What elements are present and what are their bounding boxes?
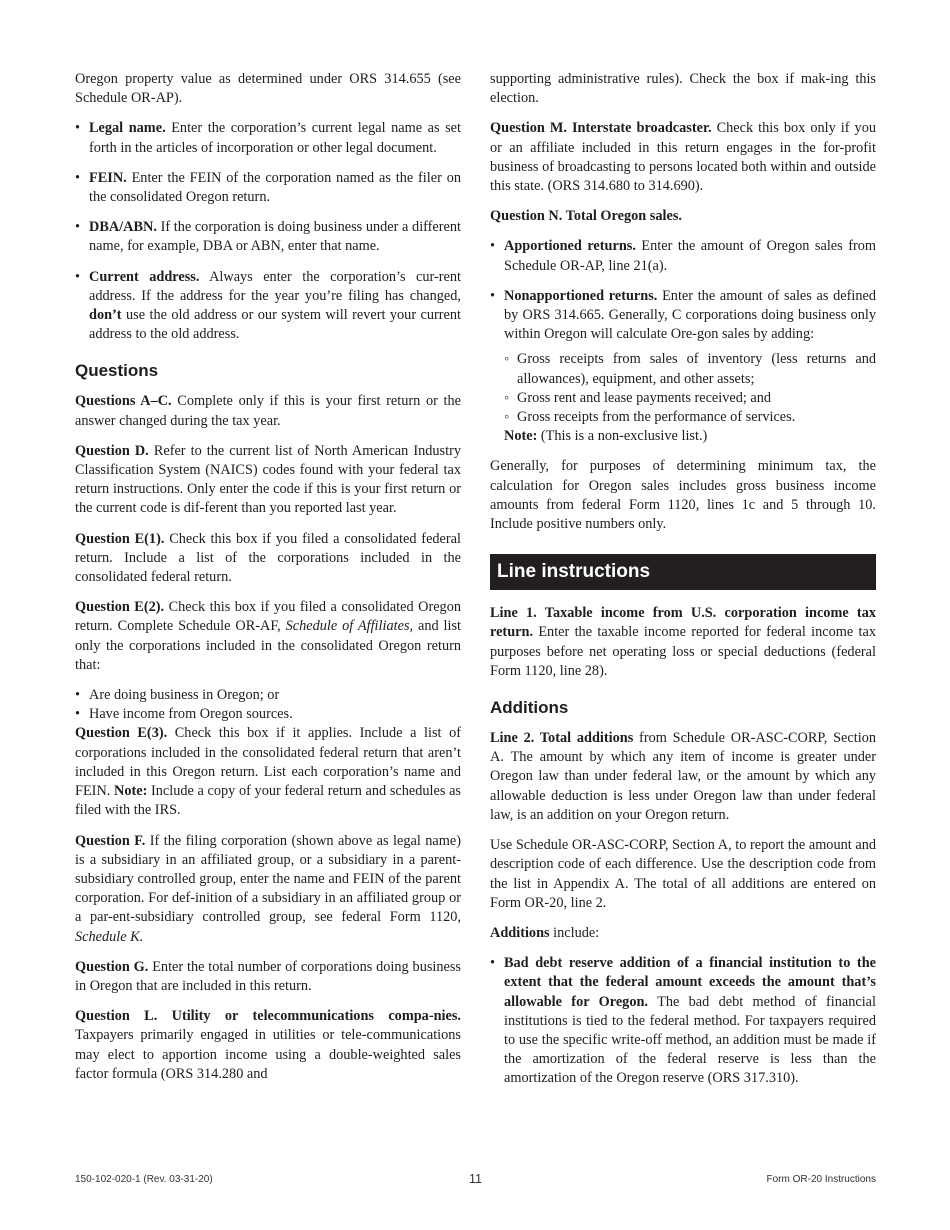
item-label: Nonapportioned returns.	[504, 287, 658, 304]
line-instructions-heading: Line instructions	[490, 554, 876, 590]
question-text: Complete only if this is your first return or the answer changed during the tax year.	[75, 393, 461, 429]
sales-list	[490, 237, 876, 344]
question-text: Check this box if it applies. Include a list of corporations included in the consolidated federal return that aren’t included in this Oregon return. List each corporation’s name and FEIN.	[75, 725, 461, 800]
gross-receipts-sublist	[490, 350, 876, 427]
item-text: The bad debt method of financial institutions is tied to the federal method. For taxpayers required to use the specific write-off method, an addition must be made if the amortization of the federal reserve is less than the amortization of the Oregon reserve (ORS 317.310).	[504, 993, 876, 1087]
question-label: Question N. Total Oregon sales.	[490, 208, 682, 225]
question-e3	[75, 724, 461, 820]
question-label: Questions A–C.	[75, 393, 172, 410]
item-label: Legal name.	[89, 120, 166, 137]
use-schedule-paragraph: Use Schedule OR-ASC-CORP, Section A, to report the amount and description code of each difference. Use the description code from the list in Appendix A. The total of all additions are entered on Form OR-20, line 2.	[490, 837, 876, 911]
question-label: Question E(2).	[75, 599, 165, 616]
item-text: Enter the corporation’s current legal name as set forth in the articles of incorporation or other legal document.	[89, 120, 461, 156]
list-item	[490, 287, 876, 345]
questions-heading: Questions	[75, 361, 159, 381]
form-number: 150-102-020-1 (Rev. 03-31-20)	[75, 1174, 213, 1185]
question-label: Question G.	[75, 958, 149, 975]
note-text: (This is a non-exclusive list.)	[537, 428, 708, 445]
identification-list	[75, 119, 461, 344]
item-text: If the corporation is doing business under a different name, for example, DBA or ABN, enter that name.	[89, 219, 461, 255]
sub-list-item: ◦ Gross rent and lease payments received; and	[504, 389, 876, 408]
list-item	[490, 237, 876, 275]
question-text: Taxpayers primarily engaged in utilities or tele-communications may elect to apportion income using a double-weighted sales factor formula (ORS 314.280 and	[75, 1027, 461, 1082]
line-label: Line 2. Total additions	[490, 730, 634, 747]
line-text: Enter the taxable income reported for federal income tax purposes before net operating loss or special deductions (federal Form 1120, line 28).	[490, 624, 876, 679]
question-text: Refer to the current list of North American Industry Classification System (NAICS) codes found with your federal tax return instructions. Only enter the code if this is your first return or the current code is dif-ferent than you reported last year.	[75, 442, 461, 517]
item-label: DBA/ABN.	[89, 219, 157, 236]
additions-heading: Additions	[490, 698, 569, 718]
page-number: 11	[469, 1172, 482, 1186]
dont-emphasis: don’t	[89, 307, 122, 324]
question-text: and list only the corporations included in the consolidated Oregon return that:	[75, 618, 461, 673]
line-label: Line 1. Taxable income from U.S. corporation income tax return.	[490, 605, 876, 641]
question-label: Question F.	[75, 832, 146, 849]
note-label: Note:	[504, 428, 538, 445]
question-text: Include a copy of your federal return and schedules as filed with the IRS.	[75, 783, 461, 819]
question-f	[75, 832, 461, 947]
question-label: Question M. Interstate broadcaster.	[490, 120, 712, 137]
item-label: Apportioned returns.	[504, 238, 636, 255]
question-text: Check this box if you filed a consolidated federal return. Include a list of the corporations included in the consolidated federal return.	[75, 530, 461, 586]
item-text: Enter the amount of sales as defined by ORS 314.665. Generally, C corporations doing business only within Oregon will calculate Ore-gon sales by adding:	[504, 287, 876, 343]
schedule-title: Schedule of Affiliates,	[285, 618, 414, 635]
question-text: If the filing corporation (shown above as legal name) is a subsidiary in an affiliated group, or a subsidiary in a parent-subsidiary controlled group, enter the name and FEIN of the parent corporation. For def-inition of a subsidiary in an affiliated group or a par-ent-subsidiary controlled group, see federal Form 1120,	[75, 832, 461, 926]
additions-include	[490, 924, 876, 943]
question-g	[75, 958, 461, 996]
list-item	[490, 954, 876, 1088]
question-l	[75, 1007, 461, 1084]
question-m	[490, 119, 876, 196]
list-item	[75, 218, 461, 256]
sub-list-item: ◦ Gross receipts from sales of inventory (less returns and allowances), equipment, and other assets;	[504, 350, 876, 388]
right-column	[490, 70, 876, 1100]
item-text: use the old address or our system will revert your current address to the old address.	[89, 307, 461, 343]
left-column	[75, 70, 461, 1095]
additions-list	[490, 954, 876, 1088]
question-label: Question D.	[75, 442, 149, 459]
schedule-title: Schedule K.	[75, 928, 144, 945]
list-item	[75, 119, 461, 157]
item-text: Enter the amount of Oregon sales from Schedule OR-AP, line 21(a).	[504, 238, 876, 274]
question-label: Question L. Utility or telecommunications compa-nies.	[75, 1008, 461, 1025]
sub-list-item: ◦ Gross receipts from the performance of services.	[504, 408, 876, 427]
question-e1	[75, 530, 461, 588]
continued-paragraph: supporting administrative rules). Check the box if mak-ing this election.	[490, 71, 876, 107]
question-label: Question E(1).	[75, 530, 165, 547]
generally-paragraph: Generally, for purposes of determining minimum tax, the calculation for Oregon sales includes gross business income amounts from federal Form 1120, lines 1c and 5 through 10. Include positive numbers only.	[490, 458, 876, 533]
item-text: Always enter the corporation’s cur-rent address. If the address for the year you’re filing has changed,	[89, 268, 461, 304]
additions-label: Additions	[490, 924, 550, 941]
question-a-c	[75, 392, 461, 430]
e2-conditions-list	[75, 686, 461, 724]
question-text: Enter the total number of corporations doing business in Oregon that are included in this return.	[75, 958, 461, 994]
question-e2	[75, 598, 461, 675]
list-item	[75, 169, 461, 207]
item-text: Enter the FEIN of the corporation named as the filer on the consolidated Oregon return.	[89, 169, 461, 206]
line-2	[490, 729, 876, 825]
list-item: • Have income from Oregon sources.	[75, 705, 461, 724]
question-n-heading	[490, 207, 876, 226]
intro-paragraph: Oregon property value as determined under ORS 314.655 (see Schedule OR-AP).	[75, 71, 461, 107]
question-d	[75, 442, 461, 519]
question-text: Check this box if you filed a consolidated Oregon return. Complete Schedule OR-AF,	[75, 599, 462, 635]
line-1	[490, 604, 876, 681]
line-text: from Schedule OR-ASC-CORP, Section A. The amount by which any item of income is greater under Oregon law than under federal law, or the amount by which any allowable deduction is less under Oregon law than under federal law, is an addition on your Oregon return.	[490, 730, 876, 823]
additions-text: include:	[549, 924, 600, 941]
list-item-current-address	[75, 268, 461, 345]
question-text: Check this box only if you or an affiliate included in this return engages in the for-profit business of broadcasting to persons located both within and outside this state. (ORS 314.680 to 314.690).	[490, 120, 877, 195]
sublist-note	[490, 427, 876, 446]
item-label: FEIN.	[89, 169, 127, 186]
form-title: Form OR-20 Instructions	[766, 1174, 876, 1185]
page-footer	[75, 1174, 876, 1188]
item-label: Current address.	[89, 268, 200, 285]
item-label: Bad debt reserve addition of a financial institution to the extent that the federal amount exceeds the amount that’s allowable for Oregon.	[504, 955, 876, 1010]
note-label: Note:	[114, 783, 148, 800]
question-label: Question E(3).	[75, 725, 168, 742]
list-item: • Are doing business in Oregon; or	[75, 686, 461, 705]
